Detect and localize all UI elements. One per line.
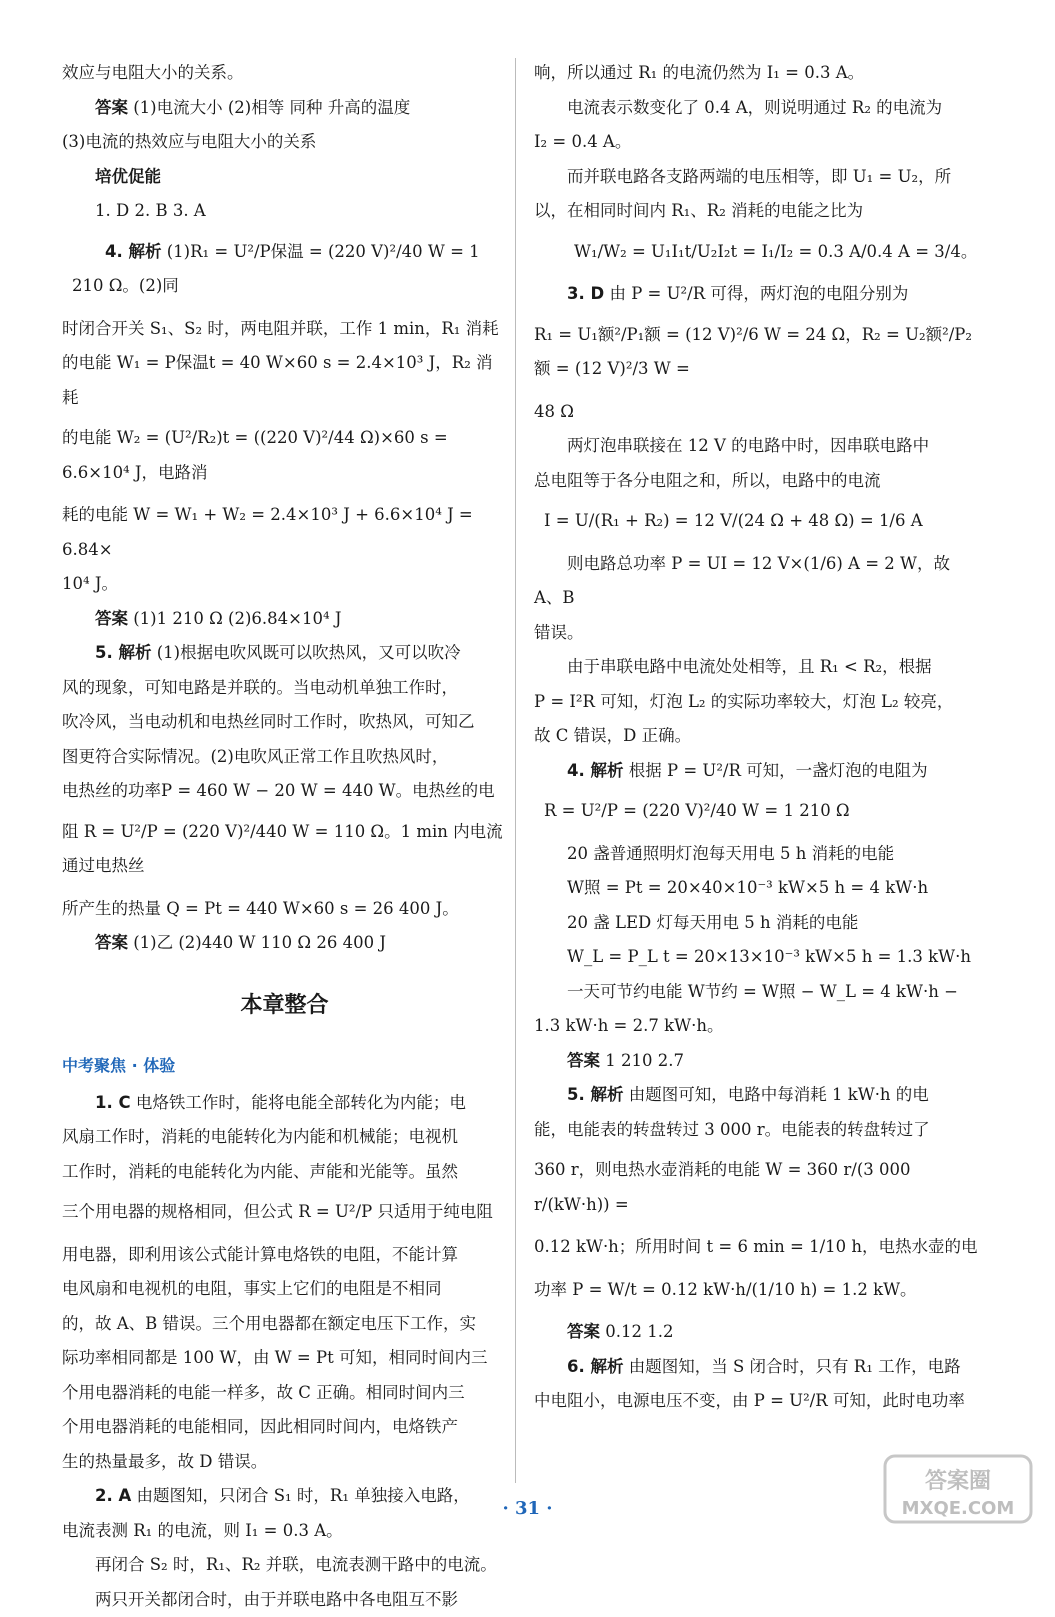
text-line: 两只开关都闭合时，由于并联电路中各电阻互不影 [62,1583,507,1617]
text-line: 的电能 W₁ = P保温t = 40 W×60 s = 2.4×10³ J，R₂ 消耗 [62,346,507,415]
q3-solution [534,277,979,312]
text-line: 效应与电阻大小的关系。 [62,56,507,91]
answer-text: 1 210 2.7 [600,1051,684,1070]
answer-text: 0.12 1.2 [600,1322,673,1341]
svg-text:MXQE.COM: MXQE.COM [902,1498,1015,1519]
text-line: 故 C 错误，D 正确。 [534,719,979,754]
formula-line: 360 r，则电热水壶消耗的电能 W = 360 r/(3 000 r/(kW·h)) = [534,1153,979,1222]
heading-peiyou: 培优促能 [62,160,507,195]
formula-line: W照 = Pt = 20×40×10⁻³ kW×5 h = 4 kW·h [534,871,979,906]
text-line: 时闭合开关 S₁、S₂ 时，两电阻并联，工作 1 min，R₁ 消耗 [62,312,507,347]
answer-label: 答案 [95,98,128,117]
text-line: 48 Ω [534,395,979,430]
answer-label: 答案 [95,933,128,952]
text-line: 总电阻等于各分电阻之和，所以，电路中的电流 [534,464,979,499]
answer-label: 答案 [95,609,128,628]
right-column [534,56,979,1419]
formula-line: R₁ = U₁额²/P₁额 = (12 V)²/6 W = 24 Ω，R₂ = U₂额²/P₂额 = (12 V)²/3 W = [534,318,979,387]
text-line: I₂ = 0.4 A。 [534,125,979,160]
text-line: 一天可节约电能 W节约 = W照 − W_L = 4 kW·h − [534,975,979,1010]
text-line: 电风扇和电视机的电阻，事实上它们的电阻是不相同 [62,1272,507,1307]
text-line: 图更符合实际情况。(2)电吹风正常工作且吹热风时， [62,740,507,775]
q4-solution [62,235,507,304]
text-line: (3)电流的热效应与电阻大小的关系 [62,125,507,160]
choice-label: 3. D [567,284,604,303]
text-line: 20 盏普通照明灯泡每天用电 5 h 消耗的电能 [534,837,979,872]
text-line: 风扇工作时，消耗的电能转化为内能和机械能；电视机 [62,1120,507,1155]
mc-answers: 1. D 2. B 3. A [62,194,507,229]
formula-line: W₁/W₂ = U₁I₁t/U₂I₂t = I₁/I₂ = 0.3 A/0.4 A = 3/4。 [534,235,979,270]
text-line: 再闭合 S₂ 时，R₁、R₂ 并联，电流表测干路中的电流。 [62,1548,507,1583]
text-line: 耗的电能 W = W₁ + W₂ = 2.4×10³ J + 6.6×10⁴ J = 6.84× [62,498,507,567]
q4-solution [534,754,979,789]
text-line: 错误。 [534,616,979,651]
text-line: 两灯泡串联接在 12 V 的电路中时，因串联电路中 [534,429,979,464]
text: 由题图知，只闭合 S₁ 时，R₁ 单独接入电路， [131,1486,469,1505]
text: 由题图知，当 S 闭合时，只有 R₁ 工作，电路 [624,1357,961,1376]
text-line: 而并联电路各支路两端的电压相等，即 U₁ = U₂，所 [534,160,979,195]
text-line: 10⁴ J。 [62,567,507,602]
solution-label: 5. 解析 [567,1085,624,1104]
text-line: 1.3 kW·h = 2.7 kW·h。 [534,1009,979,1044]
answer-label: 答案 [567,1322,600,1341]
formula-line: 功率 P = W/t = 0.12 kW·h/(1/10 h) = 1.2 kW。 [534,1273,979,1308]
text-line: 风的现象，可知电路是并联的。当电动机单独工作时， [62,671,507,706]
text-line: 以，在相同时间内 R₁、R₂ 消耗的电能之比为 [534,194,979,229]
text-line: 电热丝的功率P = 460 W − 20 W = 440 W。电热丝的电 [62,774,507,809]
text-line: 的，故 A、B 错误。三个用电器都在额定电压下工作，实 [62,1307,507,1342]
column-divider [515,58,516,1483]
text-line: 生的热量最多，故 D 错误。 [62,1445,507,1480]
solution-label: 4. 解析 [567,761,624,780]
z1-solution [62,1086,507,1121]
formula-line: W_L = P_L t = 20×13×10⁻³ kW×5 h = 1.3 kW·h [534,940,979,975]
text-line: 所产生的热量 Q = Pt = 440 W×60 s = 26 400 J。 [62,892,507,927]
choice-label: 2. A [95,1486,131,1505]
solution-label: 4. 解析 [105,242,162,261]
text-line: 响，所以通过 R₁ 的电流仍然为 I₁ = 0.3 A。 [534,56,979,91]
text-line: 由于串联电路中电流处处相等，且 R₁ < R₂，根据 [534,650,979,685]
text: 根据 P = U²/R 可知，一盏灯泡的电阻为 [624,761,928,780]
answer-paragraph [62,91,507,126]
formula-line: 的电能 W₂ = (U²/R₂)t = ((220 V)²/44 Ω)×60 s = 6.6×10⁴ J，电路消 [62,421,507,490]
section-title: 本章整合 [62,989,507,1024]
svg-text:答案圈: 答案圈 [925,1468,991,1494]
text-line: 工作时，消耗的电能转化为内能、声能和光能等。虽然 [62,1155,507,1190]
watermark-logo [883,1454,1033,1524]
text-line: 电流表测 R₁ 的电流，则 I₁ = 0.3 A。 [62,1514,507,1549]
text-line: 20 盏 LED 灯每天用电 5 h 消耗的电能 [534,906,979,941]
text: (1)根据电吹风既可以吹热风，又可以吹冷 [152,643,461,662]
text-line: 吹冷风，当电动机和电热丝同时工作时，吹热风，可知乙 [62,705,507,740]
text-line: 中电阻小，电源电压不变，由 P = U²/R 可知，此时电功率 [534,1384,979,1419]
formula-line: I = U/(R₁ + R₂) = 12 V/(24 Ω + 48 Ω) = 1/6 A [534,504,979,539]
solution-label: 5. 解析 [95,643,152,662]
text: 由 P = U²/R 可得，两灯泡的电阻分别为 [604,284,908,303]
left-column [62,56,507,1617]
formula: (1)R₁ = U²/P保温 = (220 V)²/40 W = 1 210 Ω。(2)同 [72,242,480,296]
text-line: 际功率相同都是 100 W，由 W = Pt 可知，相同时间内三 [62,1341,507,1376]
page-number: · 31 · [0,1498,1055,1519]
text-line: 个用电器消耗的电能一样多，故 C 正确。相同时间内三 [62,1376,507,1411]
text-line: 电流表示数变化了 0.4 A，则说明通过 R₂ 的电流为 [534,91,979,126]
text-line: P = I²R 可知，灯泡 L₂ 的实际功率较大，灯泡 L₂ 较亮， [534,685,979,720]
answer-text: (1)乙 (2)440 W 110 Ω 26 400 J [128,933,386,952]
text: 电烙铁工作时，能将电能全部转化为内能；电 [131,1093,466,1112]
formula-line: 0.12 kW·h；所用时间 t = 6 min = 1/10 h，电热水壶的电 [534,1230,979,1265]
answer-text: (1)1 210 Ω (2)6.84×10⁴ J [128,609,341,628]
answer-paragraph [62,926,507,961]
answer-paragraph [62,602,507,637]
text-line: 用电器，即利用该公式能计算电烙铁的电阻，不能计算 [62,1238,507,1273]
text-line: 能，电能表的转盘转过 3 000 r。电能表的转盘转过了 [534,1113,979,1148]
formula-line: 阻 R = U²/P = (220 V)²/440 W = 110 Ω。1 min 内电流通过电热丝 [62,815,507,884]
answer-paragraph [534,1044,979,1079]
text-line: 个用电器消耗的电能相同，因此相同时间内，电烙铁产 [62,1410,507,1445]
answer-label: 答案 [567,1051,600,1070]
choice-label: 1. C [95,1093,131,1112]
sub-section-title: 中考聚焦 · 体验 [62,1049,507,1084]
text: 由题图可知，电路中每消耗 1 kW·h 的电 [624,1085,929,1104]
q5-solution [534,1078,979,1113]
q6-solution [534,1350,979,1385]
q5-solution [62,636,507,671]
answer-paragraph [534,1315,979,1350]
text-line: 则电路总功率 P = UI = 12 V×(1/6) A = 2 W，故 A、B [534,547,979,616]
answer-text: (1)电流大小 (2)相等 同种 升高的温度 [128,98,410,117]
formula-line: R = U²/P = (220 V)²/40 W = 1 210 Ω [534,794,979,829]
solution-label: 6. 解析 [567,1357,624,1376]
formula-line: 三个用电器的规格相同，但公式 R = U²/P 只适用于纯电阻 [62,1195,507,1230]
